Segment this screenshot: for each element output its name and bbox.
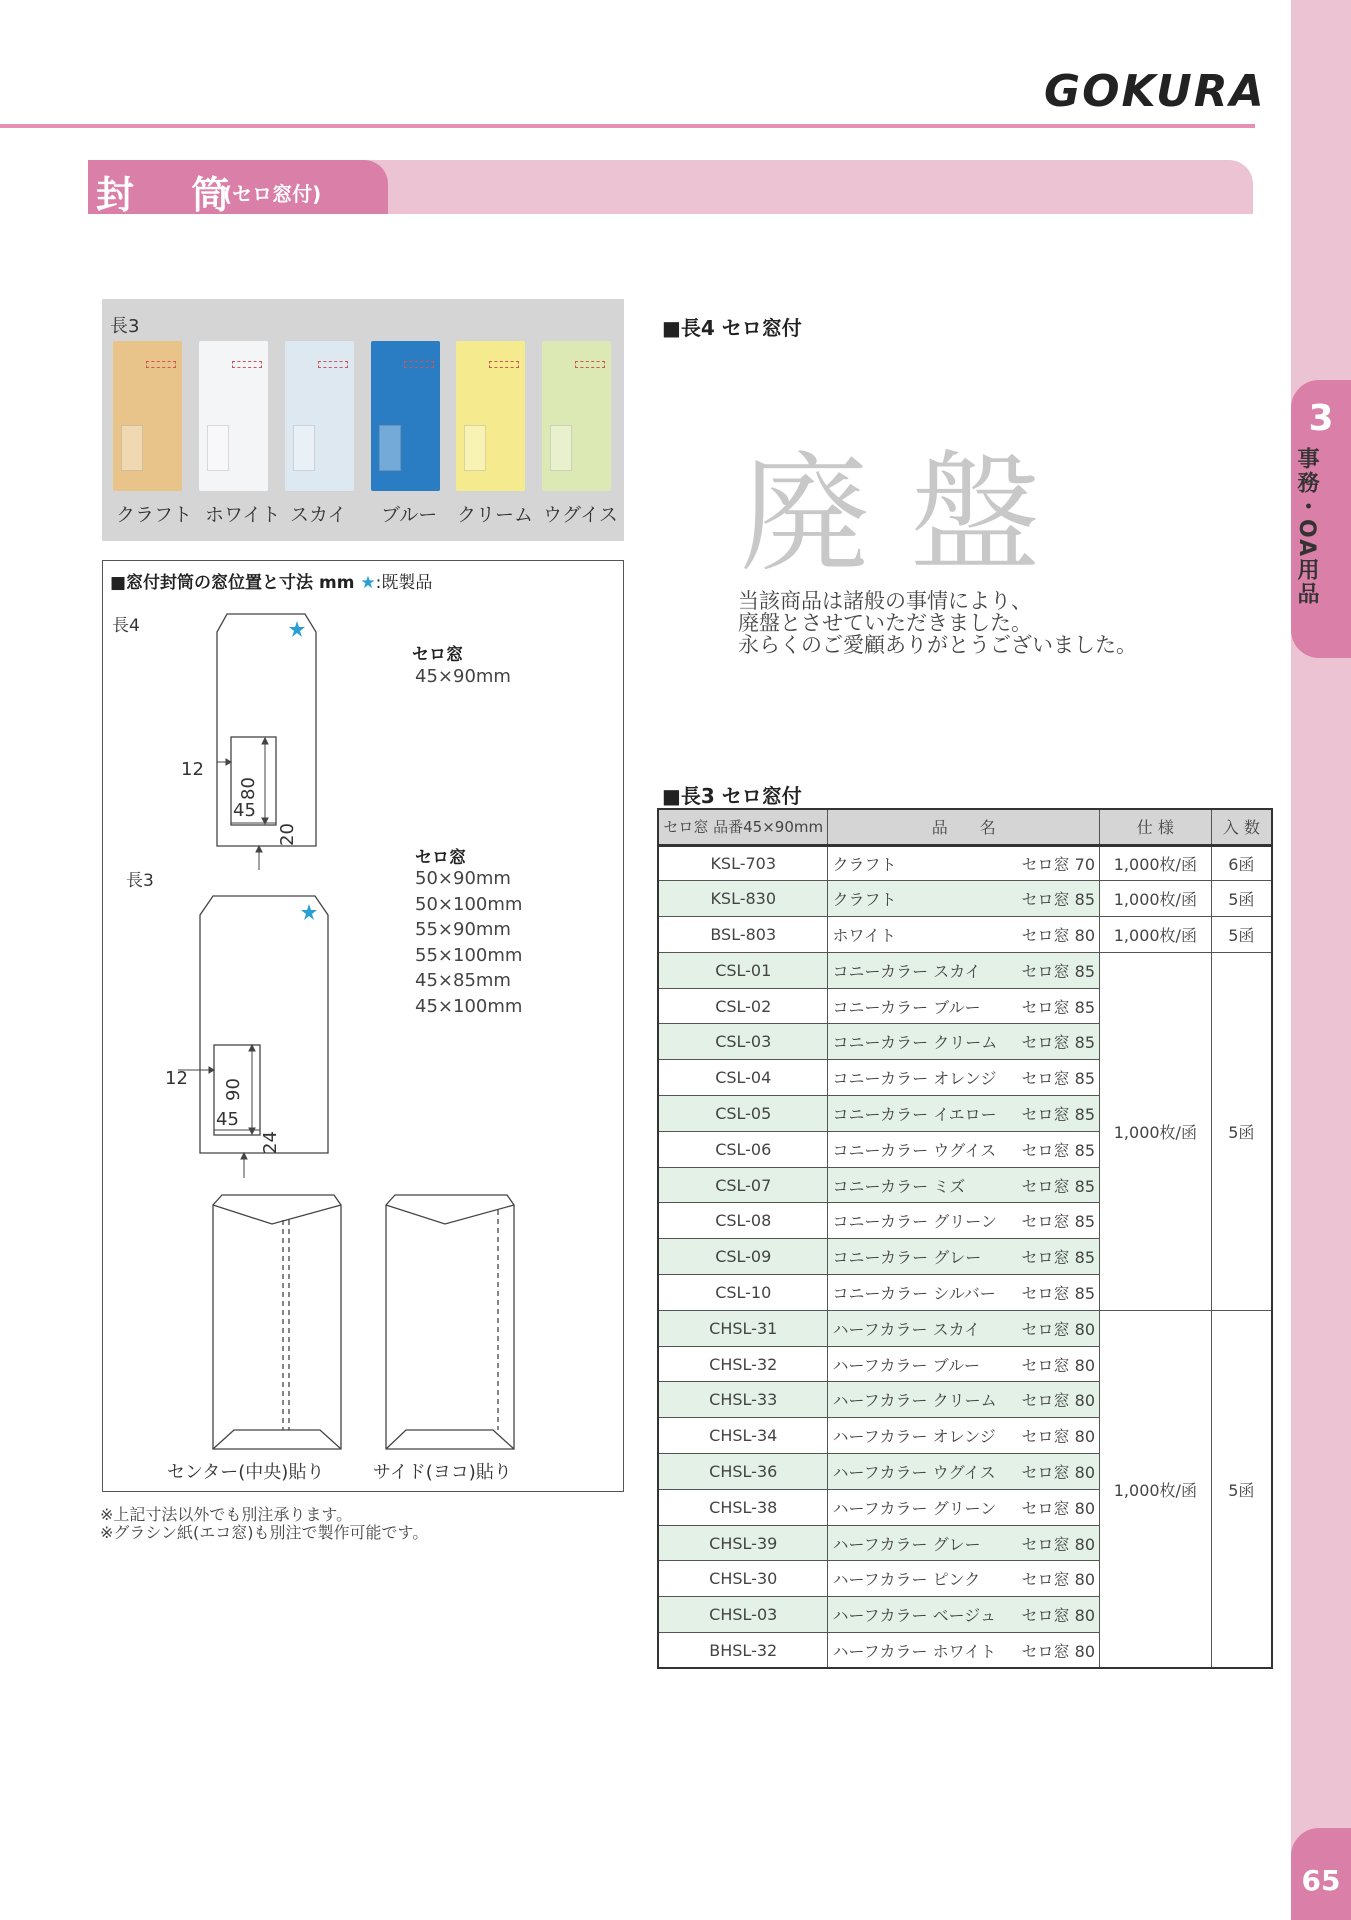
- product-code: CHSL-33: [658, 1382, 828, 1418]
- product-name: ハーフカラー ベージュ セロ窓 80: [828, 1597, 1100, 1633]
- header-code: セロ窓 品番45×90mm: [658, 809, 828, 845]
- side-seam-label: サイド(ヨコ)貼り: [373, 1462, 512, 1483]
- naga4-dim-left: 12: [181, 759, 204, 780]
- product-name: コニーカラー グリーン セロ窓 85: [828, 1203, 1100, 1239]
- product-name: クラフト セロ窓 85: [828, 881, 1100, 917]
- naga3-label: 長3: [126, 871, 154, 891]
- naga3-heading: ■長3 セロ窓付: [662, 784, 802, 808]
- product-name: ハーフカラー クリーム セロ窓 80: [828, 1382, 1100, 1418]
- naga3-dim-bottom: 24: [259, 1131, 281, 1154]
- product-code: CHSL-32: [658, 1346, 828, 1382]
- product-name: コニーカラー ブルー セロ窓 85: [828, 988, 1100, 1024]
- header-spec: 仕 様: [1100, 809, 1212, 845]
- envelope-color-name: ホワイト: [205, 504, 281, 526]
- naga4-envelope-outline: [217, 614, 316, 846]
- naga4-label: 長4: [112, 616, 140, 636]
- product-code: CSL-05: [658, 1096, 828, 1132]
- naga4-dim-width: 45: [233, 800, 256, 821]
- center-seam-label: センター(中央)貼り: [167, 1462, 325, 1483]
- table-row: [658, 845, 1272, 881]
- message-line: 永らくのご愛顧ありがとうございました。: [738, 633, 1137, 657]
- side-seam-outline: [386, 1195, 514, 1449]
- page-subtitle: (セロ窓付): [223, 182, 322, 206]
- table-header-row: [658, 809, 1272, 845]
- side-seam-bottom: [386, 1430, 514, 1449]
- legend-text: :既製品: [375, 573, 433, 593]
- naga4-spec-item: 45×90mm: [415, 666, 511, 687]
- product-name: ハーフカラー ブルー セロ窓 80: [828, 1346, 1100, 1382]
- product-name: コニーカラー オレンジ セロ窓 85: [828, 1060, 1100, 1096]
- chapter-number: 3: [1308, 398, 1334, 439]
- product-name: コニーカラー シルバー セロ窓 85: [828, 1275, 1100, 1311]
- product-name: ハーフカラー グレー セロ窓 80: [828, 1525, 1100, 1561]
- product-name: ハーフカラー ホワイト セロ窓 80: [828, 1633, 1100, 1669]
- discontinued-message: [738, 590, 1137, 656]
- envelope-color-name: ブルー: [381, 504, 438, 526]
- product-code: BHSL-32: [658, 1633, 828, 1669]
- product-spec: 1,000枚/函: [1100, 917, 1212, 953]
- product-code: CSL-10: [658, 1275, 828, 1311]
- side-seam-flap: [386, 1205, 514, 1224]
- naga4-spec-title: セロ窓: [412, 645, 463, 665]
- star-icon: ★: [360, 573, 376, 593]
- product-name: コニーカラー グレー セロ窓 85: [828, 1239, 1100, 1275]
- product-qty: 5函: [1211, 917, 1272, 953]
- table-row: [658, 917, 1272, 953]
- naga3-dim-left: 12: [165, 1068, 188, 1089]
- product-code: CSL-03: [658, 1024, 828, 1060]
- naga4-star-icon: [289, 621, 305, 637]
- product-qty: 6函: [1211, 845, 1272, 881]
- product-qty: 5函: [1211, 881, 1272, 917]
- message-line: 廃盤とさせていただきました。: [738, 611, 1032, 635]
- discontinued-stamp: 廃盤: [740, 438, 1081, 590]
- product-name: ハーフカラー ウグイス セロ窓 80: [828, 1454, 1100, 1490]
- product-table: [657, 808, 1273, 1669]
- naga4-dim-bottom: 20: [276, 823, 298, 846]
- table-row: [658, 881, 1272, 917]
- product-name: コニーカラー スカイ セロ窓 85: [828, 952, 1100, 988]
- product-name: コニーカラー イエロー セロ窓 85: [828, 1096, 1100, 1132]
- naga3-spec-item: 55×100mm: [415, 944, 523, 966]
- product-code: KSL-830: [658, 881, 828, 917]
- product-name: ハーフカラー スカイ セロ窓 80: [828, 1310, 1100, 1346]
- product-code: CSL-08: [658, 1203, 828, 1239]
- product-spec: 1,000枚/函: [1100, 845, 1212, 881]
- naga3-spec-title: セロ窓: [415, 848, 466, 868]
- center-seam-outline: [213, 1195, 341, 1449]
- page-title: 封 筒: [96, 173, 252, 217]
- group-qty: 5函: [1211, 952, 1272, 1310]
- envelope-color-name: クリーム: [457, 504, 534, 526]
- naga3-spec-item: 50×100mm: [415, 893, 523, 915]
- header-name: 品 名: [828, 809, 1100, 845]
- naga3-spec-item: 50×90mm: [415, 868, 511, 889]
- product-code: CHSL-34: [658, 1418, 828, 1454]
- note-line: ※上記寸法以外でも別注承ります。: [100, 1505, 353, 1524]
- naga3-spec-item: 45×85mm: [415, 970, 511, 991]
- product-code: BSL-803: [658, 917, 828, 953]
- product-name: コニーカラー ミズ セロ窓 85: [828, 1167, 1100, 1203]
- center-seam-flap: [213, 1205, 341, 1224]
- group-spec: 1,000枚/函: [1100, 952, 1212, 1310]
- envelope-color-name: ウグイス: [543, 504, 618, 526]
- naga4-dim-height: 80: [237, 777, 259, 800]
- naga3-dim-width: 45: [216, 1109, 239, 1130]
- product-name: ハーフカラー オレンジ セロ窓 80: [828, 1418, 1100, 1454]
- product-code: CSL-06: [658, 1131, 828, 1167]
- naga3-spec-item: 45×100mm: [415, 995, 523, 1017]
- envelope-color-name: クラフト: [116, 504, 193, 526]
- product-code: CHSL-36: [658, 1454, 828, 1490]
- brand-logo: GOKURA: [1044, 66, 1266, 117]
- product-code: CHSL-03: [658, 1597, 828, 1633]
- product-name: ハーフカラー ピンク セロ窓 80: [828, 1561, 1100, 1597]
- product-name: コニーカラー ウグイス セロ窓 85: [828, 1131, 1100, 1167]
- product-code: CHSL-30: [658, 1561, 828, 1597]
- product-code: CSL-07: [658, 1167, 828, 1203]
- group-qty: 5函: [1211, 1310, 1272, 1668]
- diagram-title-text: ■窓付封筒の窓位置と寸法 mm: [110, 573, 355, 593]
- page-number: 65: [1291, 1828, 1351, 1920]
- product-name: ホワイト セロ窓 80: [828, 917, 1100, 953]
- product-code: CHSL-38: [658, 1489, 828, 1525]
- product-code: CSL-01: [658, 952, 828, 988]
- product-name: コニーカラー クリーム セロ窓 85: [828, 1024, 1100, 1060]
- product-code: CHSL-39: [658, 1525, 828, 1561]
- photo-label: 長3: [110, 316, 140, 337]
- table-row: [658, 1310, 1272, 1346]
- product-code: CSL-02: [658, 988, 828, 1024]
- note-line: ※グラシン紙(エコ窓)も別注で製作可能です。: [100, 1523, 429, 1542]
- center-seam-bottom: [213, 1430, 341, 1449]
- naga3-spec-item: 55×90mm: [415, 919, 511, 940]
- product-code: CSL-09: [658, 1239, 828, 1275]
- product-name: クラフト セロ窓 70: [828, 845, 1100, 881]
- product-spec: 1,000枚/函: [1100, 881, 1212, 917]
- product-code: CSL-04: [658, 1060, 828, 1096]
- naga3-star-icon: [301, 904, 317, 920]
- product-name: ハーフカラー グリーン セロ窓 80: [828, 1489, 1100, 1525]
- message-line: 当該商品は諸般の事情により、: [738, 589, 1032, 613]
- group-spec: 1,000枚/函: [1100, 1310, 1212, 1668]
- product-code: CHSL-31: [658, 1310, 828, 1346]
- product-code: KSL-703: [658, 845, 828, 881]
- naga4-heading: ■長4 セロ窓付: [662, 316, 802, 340]
- header-qty: 入 数: [1211, 809, 1272, 845]
- table-row: [658, 952, 1272, 988]
- envelope-color-name: スカイ: [290, 504, 347, 526]
- naga3-dim-height: 90: [222, 1078, 244, 1101]
- chapter-label: 事務・OA用品: [1294, 447, 1319, 607]
